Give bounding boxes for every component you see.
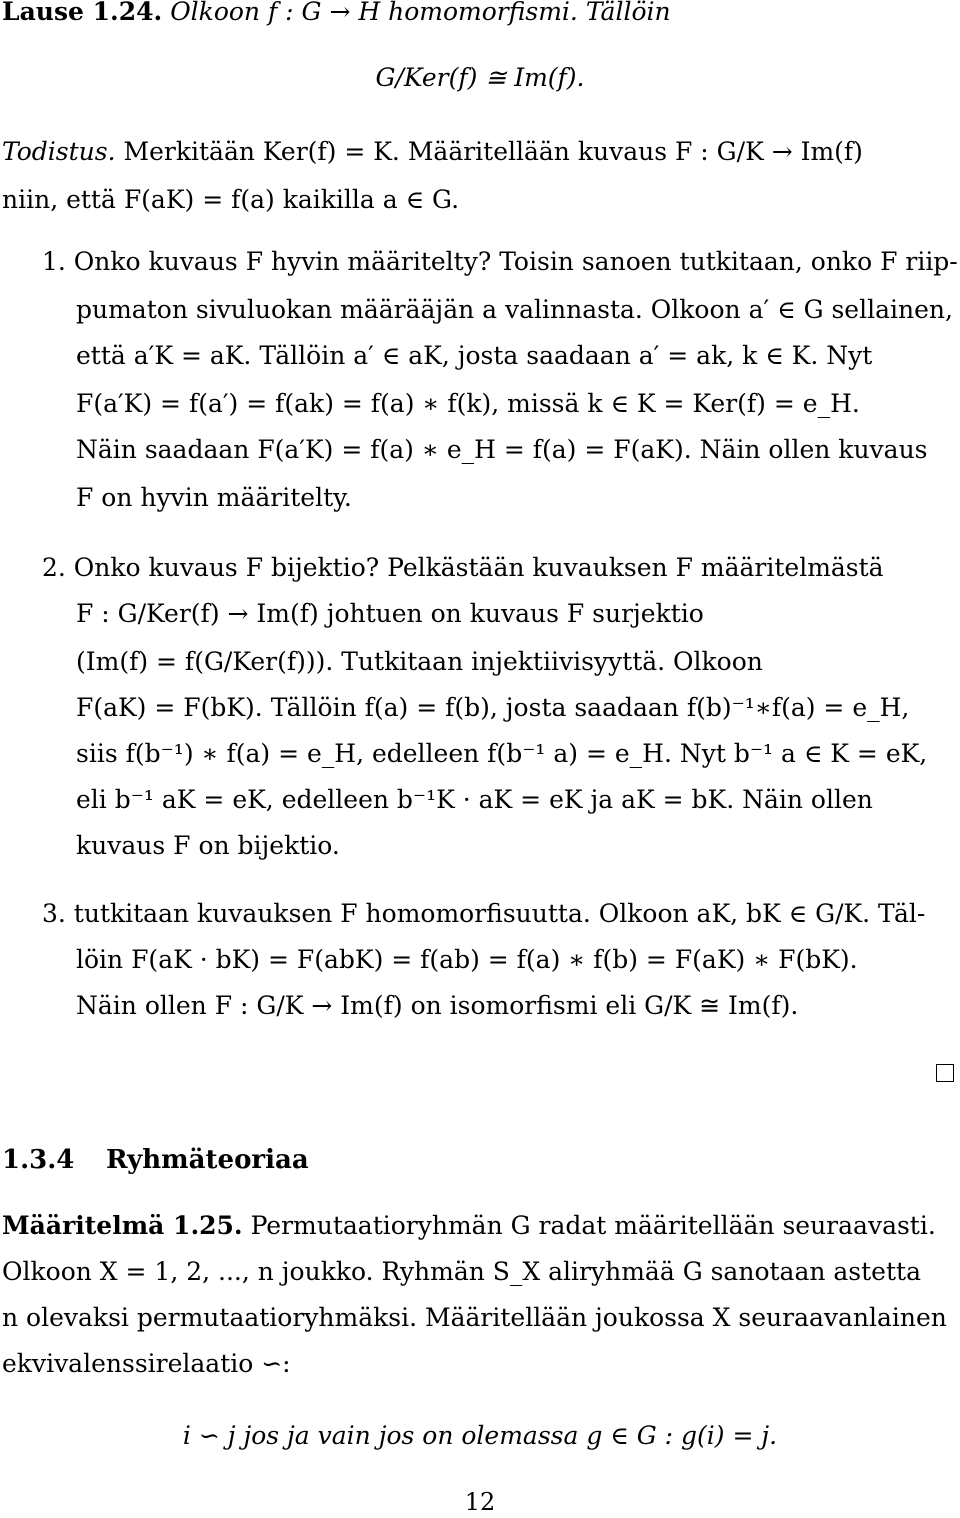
step1-line-5: Näin saadaan F(a′K) = f(a) ∗ e_H = f(a) = F(aK). Näin ollen kuvaus — [76, 435, 928, 464]
step1-line-3: että a′K = aK. Tällöin a′ ∈ aK, josta saadaan a′ = ak, k ∈ K. Nyt — [76, 341, 873, 370]
step1-line-1: 1. Onko kuvaus F hyvin määritelty? Toisin sanoen tutkitaan, onko F riip- — [42, 247, 958, 276]
step2-line-7: kuvaus F on bijektio. — [76, 831, 340, 860]
definition-text-1: Permutaatioryhmän G radat määritellään seuraavasti. — [250, 1211, 936, 1240]
qed-box-icon — [936, 1064, 954, 1082]
proof-intro-2: niin, että F(aK) = f(a) kaikilla a ∈ G. — [2, 185, 460, 214]
proof-intro-text-1: Merkitään Ker(f) = K. Määritellään kuvaus F : G/K → Im(f) — [123, 137, 863, 166]
definition-line-4: ekvivalenssirelaatio ∽: — [2, 1349, 291, 1378]
step2-line-6: eli b⁻¹ aK = eK, edelleen b⁻¹K · aK = eK ja aK = bK. Näin ollen — [76, 785, 873, 814]
definition-line-3: n olevaksi permutaatioryhmäksi. Määritellään joukossa X seuraavanlainen — [2, 1303, 947, 1332]
proof-intro-1 — [2, 132, 863, 172]
proof-label: Todistus. — [2, 137, 116, 166]
definition-line-1 — [2, 1206, 936, 1246]
definition-formula: i ∽ j jos ja vain jos on olemassa g ∈ G : g(i) = j. — [182, 1421, 778, 1450]
section-heading — [2, 1140, 309, 1180]
step2-line-2: F : G/Ker(f) → Im(f) johtuen on kuvaus F surjektio — [76, 599, 704, 628]
section-title: Ryhmäteoriaa — [106, 1145, 309, 1175]
step3-line-3: Näin ollen F : G/K → Im(f) on isomorfismi eli G/K ≅ Im(f). — [76, 991, 799, 1020]
page-number: 12 — [464, 1488, 496, 1516]
lemma-label: Lause 1.24. — [2, 0, 163, 26]
step1-line-4: F(a′K) = f(a′) = f(ak) = f(a) ∗ f(k), missä k ∈ K = Ker(f) = e_H. — [76, 389, 860, 418]
step3-line-1: 3. tutkitaan kuvauksen F homomorfisuutta. Olkoon aK, bK ∈ G/K. Täl- — [42, 899, 926, 928]
lemma-statement: Olkoon f : G → H homomorfismi. Tällöin — [170, 0, 671, 26]
step2-line-1: 2. Onko kuvaus F bijektio? Pelkästään kuvauksen F määritelmästä — [42, 553, 884, 582]
step2-line-5: siis f(b⁻¹) ∗ f(a) = e_H, edelleen f(b⁻¹ a) = e_H. Nyt b⁻¹ a ∈ K = eK, — [76, 739, 928, 768]
section-number: 1.3.4 — [2, 1145, 75, 1175]
step1-line-6: F on hyvin määritelty. — [76, 483, 352, 512]
step3-line-2: löin F(aK · bK) = F(abK) = f(ab) = f(a) ∗ f(b) = F(aK) ∗ F(bK). — [76, 945, 858, 974]
step1-line-2: pumaton sivuluokan määrääjän a valinnasta. Olkoon a′ ∈ G sellainen, — [76, 295, 953, 324]
step2-line-3: (Im(f) = f(G/Ker(f))). Tutkitaan injektiivisyyttä. Olkoon — [76, 647, 763, 676]
definition-line-2: Olkoon X = 1, 2, ..., n joukko. Ryhmän S_X aliryhmää G sanotaan astetta — [2, 1257, 921, 1286]
definition-label: Määritelmä 1.25. — [2, 1211, 243, 1240]
step2-line-4: F(aK) = F(bK). Tällöin f(a) = f(b), josta saadaan f(b)⁻¹∗f(a) = e_H, — [76, 693, 910, 722]
lemma-formula: G/Ker(f) ≅ Im(f). — [375, 63, 585, 92]
lemma-header — [2, 0, 671, 32]
